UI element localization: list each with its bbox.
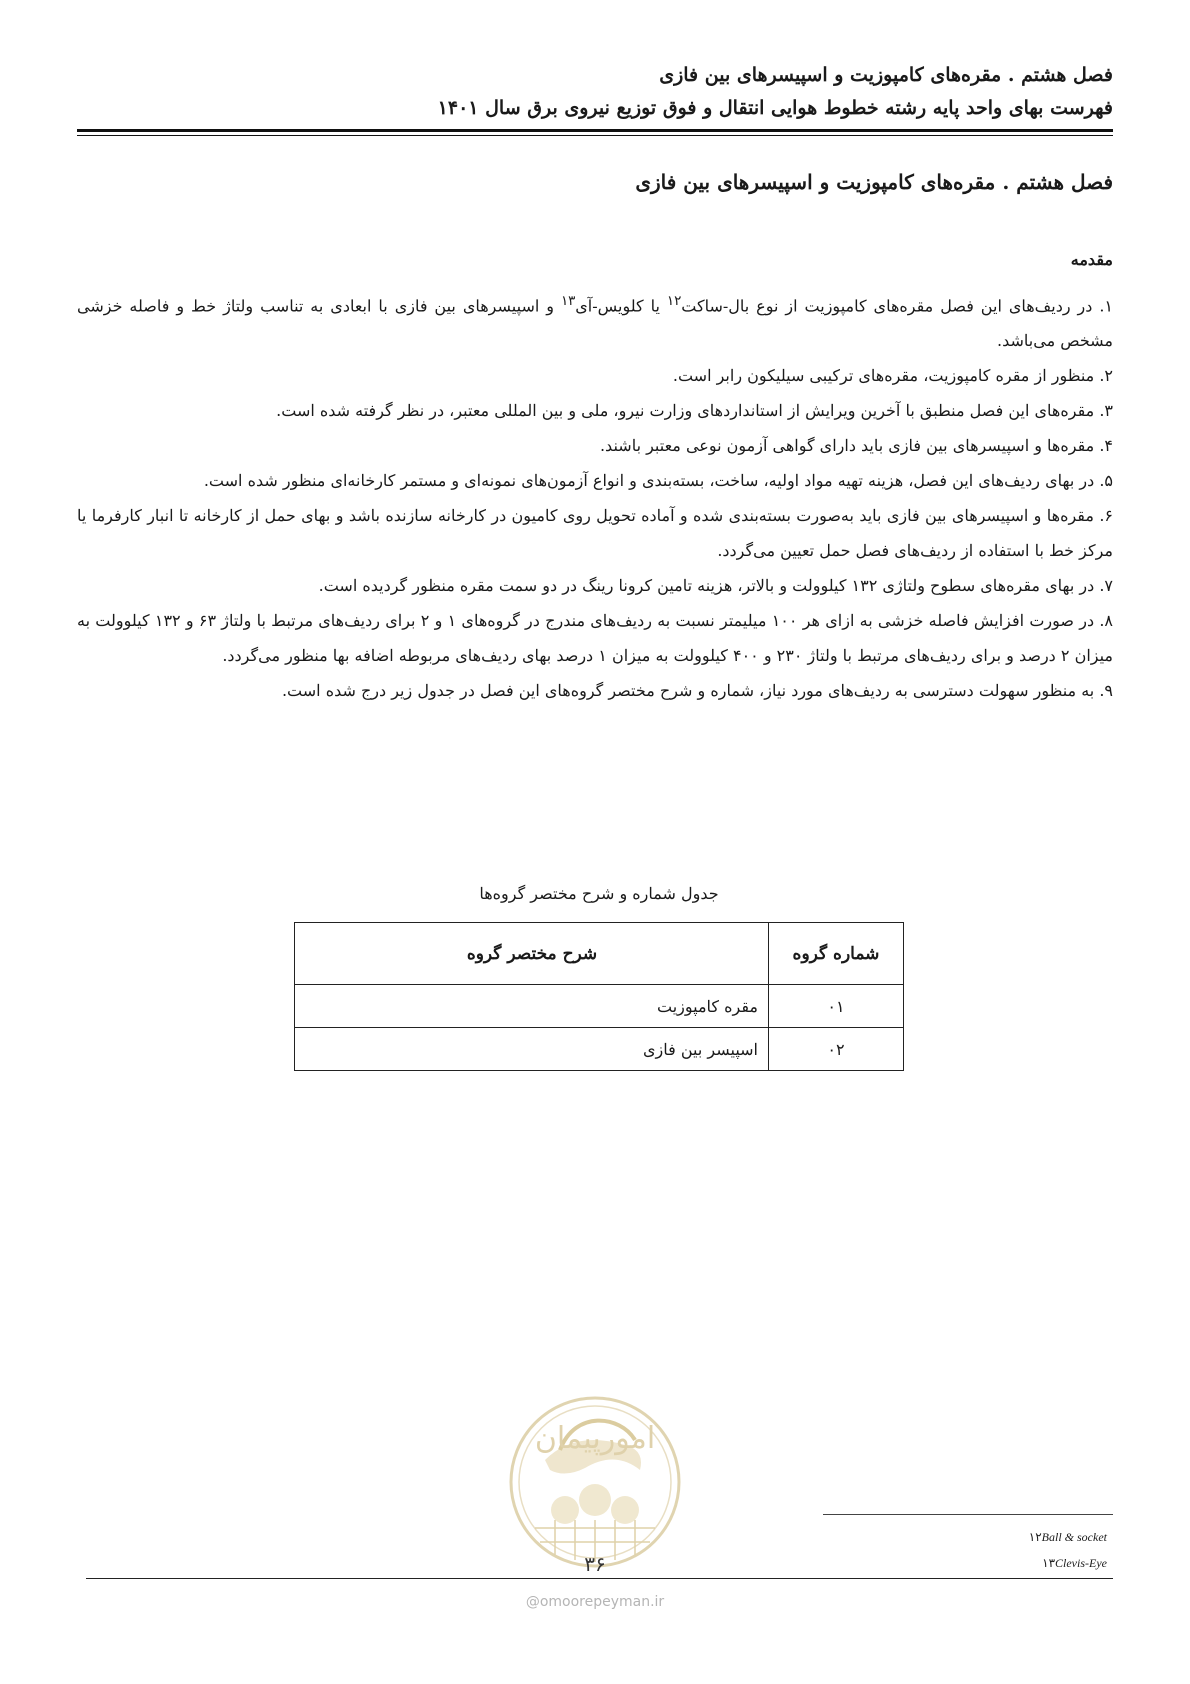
footnotes xyxy=(813,1524,1113,1576)
table-header-row xyxy=(295,923,904,985)
paragraph-2: ۲. منظور از مقره کامپوزیت، مقره‌های ترکیبی سیلیکون رابر است. xyxy=(672,366,1113,386)
table-row xyxy=(295,1028,904,1071)
paragraph-3: ۳. مقره‌های این فصل منطبق با آخرین ویرایش از استانداردهای وزارت نیرو، ملی و بین المللی معتبر، در نظر گرفته شده است. xyxy=(276,401,1113,421)
intro-heading: مقدمه xyxy=(1070,250,1113,269)
site-watermark: @omoorepeyman.ir xyxy=(525,1594,665,1610)
intro-body xyxy=(77,284,1113,708)
footnote-ref-12[interactable]: ۱۲ xyxy=(666,294,682,309)
paragraph-6: ۶. مقره‌ها و اسپیسرهای بین فازی باید به‌صورت بسته‌بندی شده و آماده تحویل روی کامیون در کارخانه سازنده باشد و بهای حمل از کارخانه تا انبار کارفرما یا مرکز خط با استفاده از ردیف‌های فصل حمل تعیین می‌گردد. xyxy=(77,506,1113,561)
page-number: ۳۶ xyxy=(584,1552,606,1576)
paragraph-1: ۱. در ردیف‌های این فصل مقره‌های کامپوزیت از نوع بال-ساکت$^{۱۲}$ یا کلویس-آی$^{۱۳}$ و اسپیسرهای بین فازی با ابعادی به تناسب ولتاژ خط و فاصله خزشی مشخص می‌باشد. xyxy=(77,294,1114,351)
paragraph-4: ۴. مقره‌ها و اسپیسرهای بین فازی باید دارای گواهی آزمون نوعی معتبر باشند. xyxy=(599,436,1113,456)
paragraph-9: ۹. به منظور سهولت دسترسی به ردیف‌های مورد نیاز، شماره و شرح مختصر گروه‌های این فصل در جدول زیر درج شده است. xyxy=(281,681,1113,701)
svg-text:امورپیمان: امورپیمان xyxy=(534,1421,656,1456)
groups-table xyxy=(294,922,904,1071)
footnote-ref-13[interactable]: ۱۳ xyxy=(560,294,576,309)
footnote-12: ۱۲Ball & socket xyxy=(1028,1530,1107,1544)
header-group-number: شماره گروه xyxy=(769,923,904,985)
paragraph-8: ۸. در صورت افزایش فاصله خزشی به ازای هر ۱۰۰ میلیمتر نسبت به ردیف‌های مندرج در گروه‌های ۱ و ۲ برای ردیف‌های مرتبط با ولتاژ ۶۳ و ۱۳۲ کیلوولت به میزان ۲ درصد و برای ردیف‌های مرتبط با ولتاژ ۲۳۰ و ۴۰۰ کیلوولت به میزان ۱ درصد بهای ردیف‌های مربوطه اضافه بها منظور می‌گردد. xyxy=(77,611,1114,666)
paragraph-5: ۵. در بهای ردیف‌های این فصل، هزینه تهیه مواد اولیه، ساخت، بسته‌بندی و انواع آزمون‌های نمونه‌ای و مستمر کارخانه‌ای منظور شده است. xyxy=(203,471,1113,491)
table-row xyxy=(295,985,904,1028)
header-document-title: فهرست بهای واحد پایه رشته خطوط هوایی انتقال و فوق توزیع نیروی برق سال ۱۴۰۱ xyxy=(437,97,1113,119)
at-icon: @ xyxy=(525,1594,540,1610)
group-description-cell: اسپیسر بین فازی xyxy=(295,1028,769,1071)
page-header xyxy=(77,58,1113,124)
header-group-description: شرح مختصر گروه xyxy=(295,923,769,985)
table-caption: جدول شماره و شرح مختصر گروه‌ها xyxy=(479,884,719,903)
header-rule-thin xyxy=(77,135,1113,136)
chapter-title: فصل هشتم . مقره‌های کامپوزیت و اسپیسرهای بین فازی xyxy=(635,170,1113,194)
group-description-cell: مقره کامپوزیت xyxy=(295,985,769,1028)
header-chapter-line: فصل هشتم . مقره‌های کامپوزیت و اسپیسرهای بین فازی xyxy=(659,64,1113,86)
footnote-rule xyxy=(823,1514,1113,1515)
group-number-cell: ۰۱ xyxy=(769,985,904,1028)
paragraph-7: ۷. در بهای مقره‌های سطوح ولتاژی ۱۳۲ کیلوولت و بالاتر، هزینه تامین کرونا رینگ در دو سمت مقره منظور گردیده است. xyxy=(318,576,1113,596)
group-number-cell: ۰۲ xyxy=(769,1028,904,1071)
footer-rule xyxy=(86,1578,1113,1579)
header-rule-thick xyxy=(77,129,1113,132)
footnote-13: ۱۳Clevis-Eye xyxy=(1042,1556,1107,1570)
